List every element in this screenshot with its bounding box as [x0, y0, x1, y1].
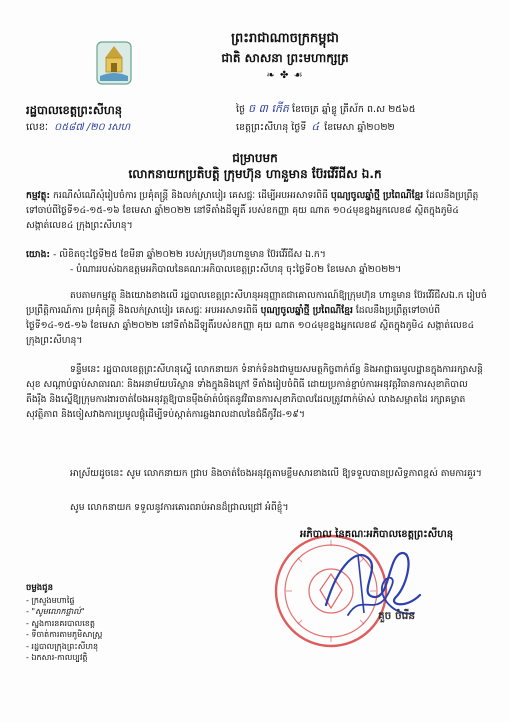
subject-text-bold: បុណ្យចូលឆ្នាំថ្មី ប្រពៃណីខ្មែរ	[330, 190, 424, 201]
recipient-heading: ជម្រាបមក	[232, 151, 278, 165]
reference-block-label: យោង:	[26, 249, 51, 260]
kingdom-heading: ព្រះរាជាណាចក្រកម្ពុជា	[231, 31, 339, 46]
cc-item: - "សូមលោកផ្ទាល់"	[26, 607, 85, 616]
cc-heading: ចម្លងជូន	[26, 583, 53, 593]
lunar-rest: ខែចេត្រ ឆ្នាំខ្លូ ត្រីស័ក ព.ស ២៥៦៥	[291, 104, 416, 115]
lunar-hand: ច ៣ កើត	[248, 102, 289, 115]
cc-item: - រដ្ឋបាលក្រុងព្រះសីហនុ	[26, 641, 99, 651]
motto-heading: ជាតិ សាសនា ព្រះមហាក្សត្រ	[221, 51, 349, 65]
provincial-emblem-logo	[95, 40, 133, 86]
reference-value: ០៥៨៧ /២០ រសហ	[54, 122, 131, 133]
reference-item-1: - លិខិតចុះថ្ងៃទី២៥ ខែមីនា ឆ្នាំ២០២២ របស់ក្រុមហ៊ុនហានួមាន ប៊ែរវើរីជីស ឯ.ក។	[53, 249, 326, 260]
issuer-org: រដ្ឋបាលខេត្តព្រះសីហនុ	[26, 103, 123, 117]
cc-item: - ក្រសួងមហាផ្ទៃ	[26, 595, 75, 605]
body-p1-bold: បុណ្យចូលឆ្នាំថ្មី ប្រពៃណីខ្មែរ	[260, 305, 353, 316]
ornament-divider: ❧ ✤ ☙	[266, 70, 304, 81]
body-p1-b: ដែលនឹងប្រព្រឹត្តទៅចាប់ពីថ្ងៃទី១៤-១៥-១៦ ខែមេសា ឆ្នាំ២០២២ នៅទីតាំងដីឡូតិ៍របស់ខកញ្ញា គុយ ណាត ១០៤មុខខ្នងអ្នកលេខ៨ ស្ថិតក្នុងភូមិ៤ សង្កាត់លេខ៤ ក្រុងព្រះសីហនុ។	[26, 305, 475, 346]
solar-date	[236, 120, 395, 136]
solar-rest: ខែមេសា ឆ្នាំ២០២២	[324, 122, 395, 133]
body-paragraph-2: ទន្ទឹមនេះ រដ្ឋបាលខេត្តព្រះសីហនុស្នើ លោកនាយក ទំនាក់ទំនងជាមួយសមត្ថកិច្ចពាក់ព័ន្ធ និងអាជ្ញាធរមូលដ្ឋានក្នុងការរក្សាសន្តិសុខ សណ្តាប់ធ្នាប់សាធារណៈ និងអនាម័យបរិស្ថាន ទាំងក្នុងនិងក្រៅ ទីតាំងរៀបចំពិធី ដោយប្រកាន់ខ្ជាប់ការអនុវត្តវិធានការសុខាភិបាលតឹងរ៉ឹង និងស្នើឱ្យក្រុមការងារចាត់ចែងអនុវត្តឱ្យបានម៉ឺងម៉ាត់បំផុតនូវវិធានការសុខាភិបាលដែលត្រូវពាក់ម៉ាស់ លាងសម្អាតដៃ រក្សាគម្លាតសុវត្ថិភាព និងចៀសវាងការប្រមូលផ្តុំដើម្បីទប់ស្កាត់ការឆ្លងរាលដាលនៃជំងឺកូវីដ-១៩។	[26, 364, 483, 420]
lunar-date	[236, 102, 415, 118]
body-p1-a: តបតាមកម្មវត្ថុ និងយោងខាងលើ រដ្ឋបាលខេត្តព្រះសីហនុអនុញ្ញាតជាគោលការណ៍ឱ្យក្រុមហ៊ុន ហានួមាន ប៊ែរវើរីជីសឯ.ក រៀបចំប្រព្រឹត្តិការណ៍ការ ប្រគុំតន្ត្រី និងលក់ស្រាបៀរ គេសជ្ជៈ អបអរសាទរពិធី	[26, 290, 487, 316]
subject-block	[26, 188, 488, 233]
reference-label: លេខៈ	[26, 122, 49, 133]
reference-block	[26, 247, 488, 277]
cc-item: - ឯកសារ-កាលប្បវត្តិ	[26, 653, 88, 662]
solar-prefix: ខេត្តព្រះសីហនុ ថ្ងៃទី	[236, 122, 307, 133]
subject-text-b: ដែលនឹងប្រព្រឹត្តទៅចាប់ពីថ្ងៃទី១៤-១៥-១៦ ខែមេសា ឆ្នាំ២០២២ នៅទីតាំងដីឡូតិ៍ របស់ខកញ្ញា គុយ ណាត ១០៤មុខខ្នងអ្នកលេខ៨ ស្ថិតក្នុងភូមិ៤ សង្កាត់លេខ៤ ក្រុងព្រះសីហនុ។	[26, 190, 479, 231]
cc-item: - ស្នងការនគរបាលខេត្ត	[26, 618, 95, 628]
solar-day: ៤	[311, 120, 320, 133]
body-paragraph-3: អាស្រ័យដូចនេះ សូម លោកនាយក ជ្រាប និងចាត់ចែងអនុវត្តតាមខ្លឹមសារខាងលើ ឱ្យទទួលបានប្រសិទ្ធភាពខ្ពស់ តាមការគួរ។	[70, 468, 482, 479]
signatory-name: គួច ចំរើន	[378, 610, 415, 622]
cc-item: - ទីចាត់ការតាមភូមិសាស្ត្រ	[26, 630, 103, 639]
reference-line-1	[26, 247, 488, 262]
recipient-name: លោកនាយកប្រតិបត្តិ ក្រុមហ៊ុន ហានួមាន ប៊ែរវើរីជីស ឯ.ក	[128, 167, 382, 181]
body-paragraph-4: សូម លោកនាយក ទទួលនូវការគោរពរាប់អានដ៏ជ្រាលជ្រៅ អំពីខ្ញុំ។	[70, 502, 289, 513]
signatory-title: អភិបាល នៃគណៈអភិបាលខេត្តព្រះសីហនុ	[300, 529, 454, 540]
lunar-prefix: ថ្ងៃ	[236, 104, 246, 115]
cc-list	[26, 583, 102, 664]
body-paragraph-1	[26, 288, 488, 348]
reference-number	[26, 120, 130, 135]
subject-text-a: ករណីសំណើសុំរៀបចំការ ប្រគុំតន្ត្រី និងលក់ស្រាបៀរ គេសជ្ជៈ ដើម្បីអបអរសាទរពិធី	[53, 190, 328, 201]
reference-item-2: - បំណាររបស់ឯកឧត្តមអភិបាលនៃគណៈអភិបាលខេត្តព្រះសីហនុ ចុះថ្ងៃទី០២ ខែមេសា ឆ្នាំ២០២២។	[70, 264, 402, 275]
subject-label: កម្មវត្ថុ:	[26, 190, 51, 201]
